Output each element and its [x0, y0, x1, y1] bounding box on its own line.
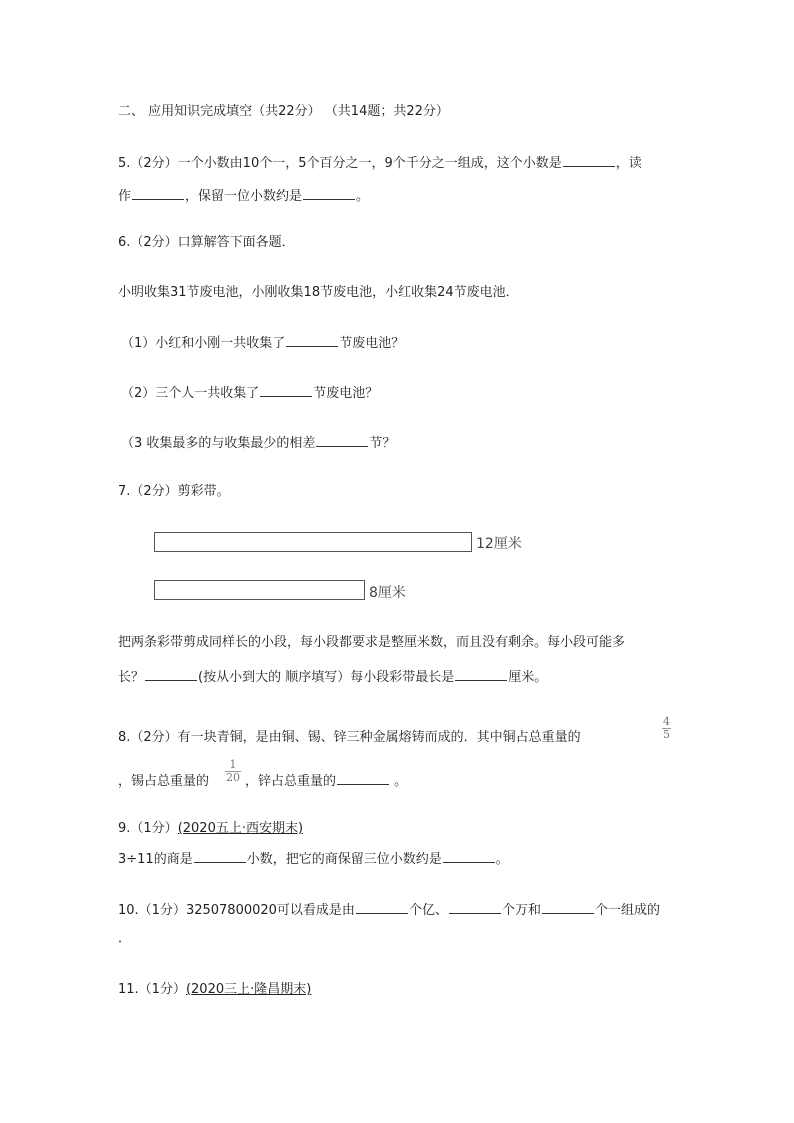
q6-sub1	[121, 333, 404, 353]
q7-text: 长？	[118, 670, 145, 685]
q6-text: （2）三个人一共收集了	[121, 386, 260, 401]
q9-blank-1[interactable]	[194, 849, 246, 863]
fraction-denominator: 20	[226, 771, 240, 784]
q6-text: 节废电池？	[339, 336, 405, 351]
q6-blank-2[interactable]	[260, 383, 312, 397]
q9-blank-2[interactable]	[443, 849, 495, 863]
q7-text: 厘米。	[508, 670, 548, 685]
fraction-denominator: 5	[663, 728, 670, 741]
ribbon-long	[154, 532, 472, 552]
fraction-one-twentieth	[225, 759, 241, 784]
q5-text: 5.（2分）一个小数由10个一，5个百分之一，9个千分之一组成，这个小数是	[118, 156, 562, 171]
q6-text: 节？	[369, 436, 396, 451]
q8-text: 。	[390, 774, 408, 789]
q8-text: ，锌占总重量的	[245, 774, 337, 789]
q8-text: ，锡占总重量的	[118, 774, 210, 789]
q6-text: （3 收集最多的与收集最少的相差	[121, 436, 316, 451]
q6-sub2	[121, 383, 378, 403]
q10-text: 个万和	[501, 903, 541, 918]
q10-line1	[118, 900, 660, 920]
q9-text: 3÷11的商是	[118, 852, 193, 867]
q10-text: 个亿、	[408, 903, 448, 918]
q8-line1: 8.（2分）有一块青铜，是由铜、锡、锌三种金属熔铸而成的．其中铜占总重量的	[118, 730, 581, 745]
q10-blank-2[interactable]	[449, 900, 501, 914]
q7-text: (按从小到大的 顺序填写）每小段彩带最长是	[198, 670, 455, 685]
q9-prefix: 9.（1分）	[118, 821, 178, 836]
q6-title: 6.（2分）口算解答下面各题．	[118, 235, 295, 250]
ribbon-short	[154, 580, 365, 600]
q5-line1	[118, 153, 642, 173]
q10-blank-1[interactable]	[356, 900, 408, 914]
q6-text: 节废电池？	[313, 386, 379, 401]
q8-line2	[118, 771, 407, 791]
q5-text: 。	[356, 189, 370, 204]
q7-line2	[118, 667, 547, 687]
q5-text: 作	[118, 189, 132, 204]
q9-text: 。	[495, 852, 509, 867]
ribbon-short-label: 8厘米	[369, 585, 406, 601]
q5-blank-3[interactable]	[303, 186, 355, 200]
fraction-numerator: 4	[663, 715, 670, 728]
q11-line1	[118, 981, 311, 999]
q5-line2	[118, 186, 369, 206]
fraction-numerator: 1	[229, 758, 237, 771]
q9-line1	[118, 820, 303, 838]
q5-text: ，保留一位小数约是	[185, 189, 303, 204]
q6-intro: 小明收集31节废电池，小刚收集18节废电池，小红收集24节废电池．	[118, 285, 519, 300]
q9-text: 小数，把它的商保留三位小数约是	[246, 852, 442, 867]
q9-line2	[118, 849, 509, 869]
q5-blank-1[interactable]	[563, 153, 615, 167]
ribbon-long-label: 12厘米	[476, 536, 522, 552]
q10-line2: ．	[118, 931, 132, 946]
q7-title: 7.（2分）剪彩带。	[118, 484, 230, 499]
section-title: 二、 应用知识完成填空（共22分） （共14题；共22分）	[118, 104, 449, 119]
fraction-four-fifths	[662, 716, 671, 741]
q6-blank-1[interactable]	[286, 333, 338, 347]
q7-blank-1[interactable]	[145, 667, 197, 681]
q5-blank-2[interactable]	[132, 186, 184, 200]
q10-blank-3[interactable]	[542, 900, 594, 914]
q10-text: 个一组成的	[594, 903, 660, 918]
q6-sub3	[121, 433, 395, 453]
q5-text: ，读	[615, 156, 642, 171]
q6-text: （1）小红和小刚一共收集了	[121, 336, 286, 351]
q10-text: 10.（1分）32507800020可以看成是由	[118, 903, 355, 918]
q8-blank-1[interactable]	[337, 771, 389, 785]
q11-prefix: 11.（1分）	[118, 982, 186, 997]
q11-source-link[interactable]: (2020三上·隆昌期末)	[185, 982, 312, 997]
q6-blank-3[interactable]	[316, 433, 368, 447]
q7-line1: 把两条彩带剪成同样长的小段，每小段都要求是整厘米数，而且没有剩余。每小段可能多	[118, 635, 626, 650]
q7-blank-2[interactable]	[455, 667, 507, 681]
q9-source-link[interactable]: (2020五上·西安期末)	[177, 821, 304, 836]
